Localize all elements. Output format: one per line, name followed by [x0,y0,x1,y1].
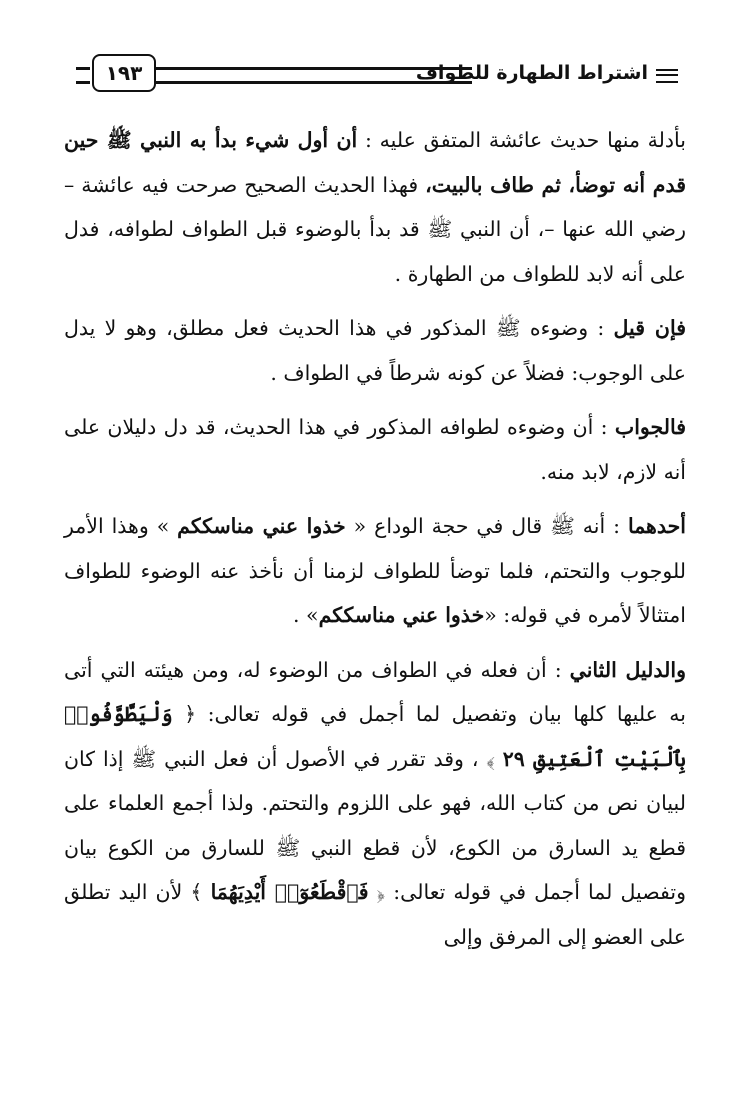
hadith-quote: خذوا عني مناسككم [318,603,485,627]
text-run: » وهذا الأمر للوجوب والتحتم، فلما توضأ للطواف لزمنا أن نأخذ عنه الوضوء للطواف امتثالاً لأمره في قوله: « [64,514,686,627]
quran-verse: فَٱقْطَعُوٓا۟ أَيْدِيَهُمَا [210,880,369,904]
text-run: بأدلة منها حديث عائشة المتفق عليه : [357,128,687,152]
text-run: فهذا الحديث الصحيح صرحت فيه عائشة – رضي الله عنها –، أن النبي ﷺ قد بدأ بالوضوء قبل الطواف لطوافه، فدل على أنه لابد للطواف من الطهارة . [64,172,686,286]
quran-verse: وَلْيَطَّوَّفُوا۟ بِٱلْبَيْتِ ٱلْعَتِيقِ ٢٩ [64,702,686,771]
text-run: ﴾ ، وقد تقرر في الأصول أن فعل النبي ﷺ إذا كان لبيان نص من كتاب الله، فهو على اللزوم والتحتم. ولذا أجمع العلماء على قطع يد السارق من الكوع، لأن قطع النبي ﷺ للسارق من الكوع بيان وتفصيل لما أجمل في قوله تعالى: ﴿ [64,746,686,904]
header-rule [156,67,472,84]
running-header [70,50,682,96]
hadith-text: أن أول شيء بدأ به النبي ﷺ حين قدم أنه توضأ، ثم طاف بالبيت، [64,128,687,197]
header-ornament-left [76,67,90,84]
text-run: : أن فعله في الطواف من الوضوء له، ومن هيئته التي أتى به عليها كلها بيان وتفصيل لما أجمل في قوله تعالى: ﴿ [64,657,686,726]
text-run: : أن وضوءه لطوافه المذكور في هذا الحديث، قد دل دليلان على أنه لازم، لابد منه. [64,415,686,484]
text-run: » . [292,603,319,627]
body-text [64,118,686,959]
text-run: : أنه ﷺ قال في حجة الوداع « [345,514,628,538]
first-proof-label: أحدهما [627,514,686,538]
paragraph [64,118,686,296]
objection-label: فإن قيل [613,316,687,340]
header-title: اشتراط الطهارة للطواف [415,62,648,84]
page-number: ١٩٣ [92,54,156,92]
paragraph [64,405,686,494]
hadith-quote: خذوا عني مناسككم [177,514,346,538]
paragraph [64,306,686,395]
text-run: ﴾ لأن اليد تطلق على العضو إلى المرفق وإلى [64,880,686,949]
answer-label: فالجواب [614,415,686,439]
paragraph [64,648,686,960]
header-ornament-right [656,69,678,83]
paragraph [64,504,686,638]
second-proof-label: والدليل الثاني [569,657,687,682]
text-run: : وضوءه ﷺ المذكور في هذا الحديث فعل مطلق، وهو لا يدل على الوجوب: فضلاً عن كونه شرطاً في الطواف . [64,316,686,385]
